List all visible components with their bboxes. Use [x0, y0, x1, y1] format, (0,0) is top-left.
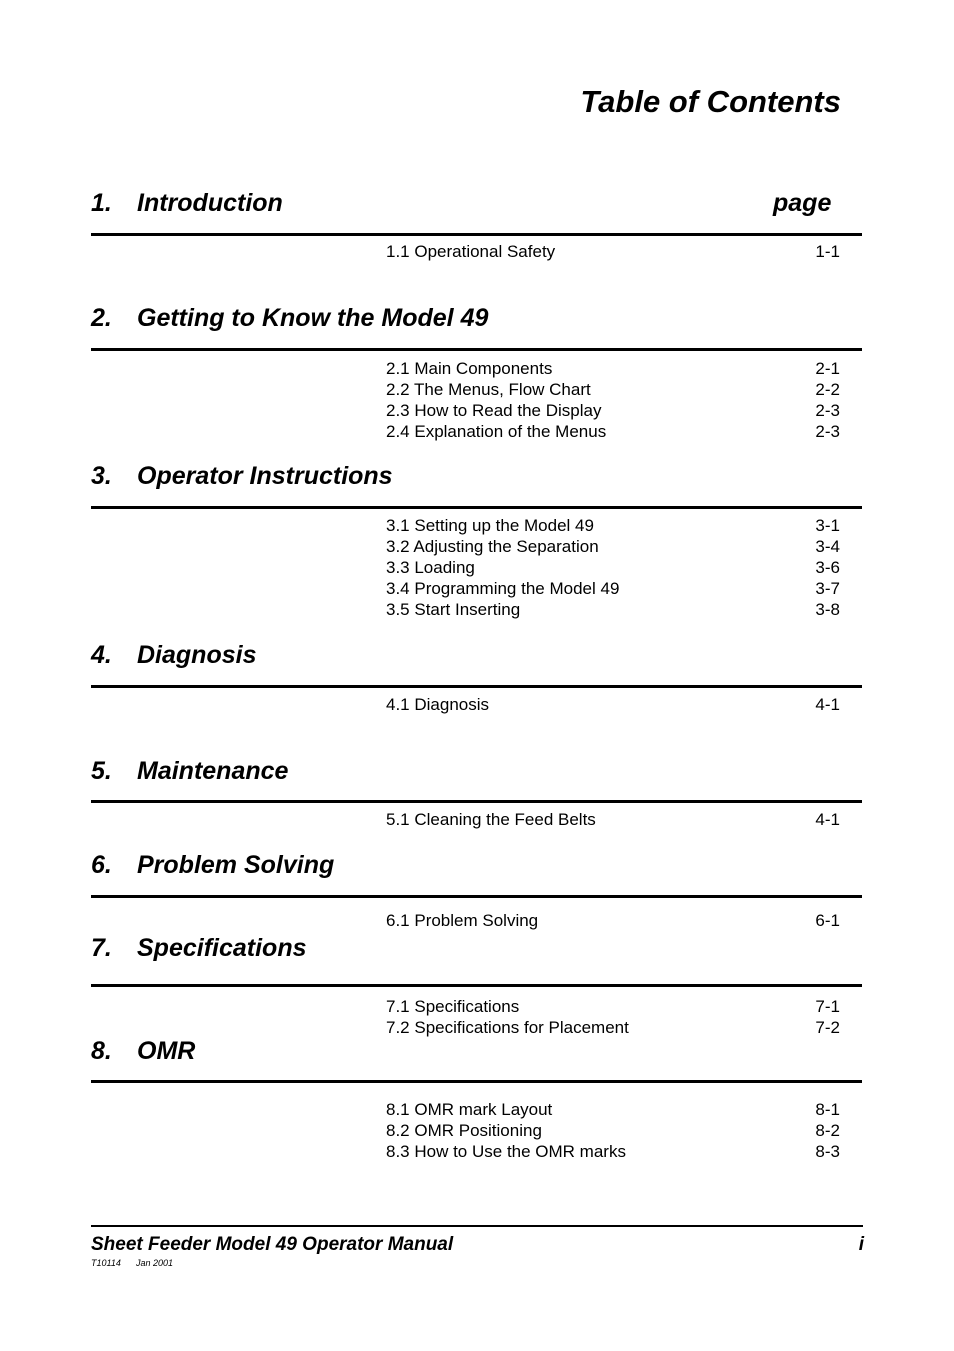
toc-entry-label: 3.2 Adjusting the Separation	[386, 537, 599, 556]
section-divider	[91, 984, 862, 987]
toc-entry	[386, 1099, 840, 1120]
section-heading	[91, 934, 862, 964]
section-number: 8.	[91, 1037, 112, 1065]
toc-entry-page: 2-3	[815, 401, 840, 420]
toc-entry-page: 4-1	[815, 695, 840, 714]
toc-entry-page: 2-3	[815, 422, 840, 441]
section-divider	[91, 1080, 862, 1083]
toc-entry-page: 7-1	[815, 997, 840, 1016]
section-entries	[386, 1099, 840, 1162]
section-title: Getting to Know the Model 49	[137, 304, 489, 332]
toc-entry	[386, 358, 840, 379]
toc-entry	[386, 996, 840, 1017]
toc-entry-page: 2-1	[815, 359, 840, 378]
toc-entry-page: 3-6	[815, 558, 840, 577]
section-number: 5.	[91, 757, 112, 785]
section-number: 4.	[91, 641, 112, 669]
section-title: Operator Instructions	[137, 462, 393, 490]
toc-entry	[386, 241, 840, 262]
toc-entry	[386, 1120, 840, 1141]
toc-entry-label: 8.3 How to Use the OMR marks	[386, 1142, 626, 1161]
toc-entry-page: 2-2	[815, 380, 840, 399]
footer-doc-code: T10114	[91, 1258, 121, 1268]
section-entries	[386, 996, 840, 1038]
footer-page-number: i	[858, 1234, 864, 1255]
toc-entry-label: 8.1 OMR mark Layout	[386, 1100, 553, 1119]
toc-entry-page: 1-1	[815, 242, 840, 261]
toc-entry	[386, 557, 840, 578]
footer-date: Jan 2001	[136, 1258, 174, 1268]
section-entries	[386, 358, 840, 442]
section-title: Diagnosis	[137, 641, 257, 669]
toc-entry-label: 2.2 The Menus, Flow Chart	[386, 380, 591, 399]
toc-entry-page: 8-3	[815, 1142, 840, 1161]
toc-entry-label: 4.1 Diagnosis	[386, 695, 490, 714]
section-title: Introduction	[137, 189, 283, 217]
toc-entry-page: 3-1	[815, 516, 840, 535]
section-title: Specifications	[137, 934, 307, 962]
toc-entry	[386, 1141, 840, 1162]
section-heading	[91, 189, 862, 219]
toc-entry	[386, 578, 840, 599]
toc-section	[91, 934, 862, 1037]
toc-entry	[386, 694, 840, 715]
toc-entry	[386, 536, 840, 557]
toc-entry-label: 7.2 Specifications for Placement	[386, 1018, 629, 1037]
section-heading	[91, 757, 862, 787]
toc-entry-label: 3.1 Setting up the Model 49	[386, 516, 594, 535]
toc-entry	[386, 421, 840, 442]
toc-section	[91, 304, 862, 441]
toc-entry-page: 8-1	[815, 1100, 840, 1119]
section-number: 3.	[91, 462, 112, 490]
toc-section	[91, 189, 862, 261]
toc-section	[91, 462, 862, 619]
toc-entry-label: 3.4 Programming the Model 49	[386, 579, 620, 598]
section-heading	[91, 641, 862, 671]
footer-manual-title: Sheet Feeder Model 49 Operator Manual	[91, 1234, 454, 1255]
toc-entry	[386, 1017, 840, 1038]
toc-entry-label: 2.1 Main Components	[386, 359, 553, 378]
footer-divider	[91, 1225, 863, 1227]
toc-section	[91, 1037, 862, 1161]
section-number: 2.	[91, 304, 112, 332]
section-entries	[386, 694, 840, 715]
toc-entry-label: 2.3 How to Read the Display	[386, 401, 602, 420]
toc-entry-label: 3.3 Loading	[386, 558, 475, 577]
toc-entry	[386, 599, 840, 620]
section-divider	[91, 233, 862, 236]
section-title: Problem Solving	[137, 851, 335, 879]
toc-entry	[386, 379, 840, 400]
page-column-label: page	[773, 189, 832, 217]
section-divider	[91, 895, 862, 898]
section-heading	[91, 462, 862, 492]
section-number: 6.	[91, 851, 112, 879]
toc-entry-label: 6.1 Problem Solving	[386, 911, 539, 930]
section-entries	[386, 515, 840, 620]
toc-entry-page: 4-1	[815, 810, 840, 829]
toc-entry-page: 7-2	[815, 1018, 840, 1037]
section-entries	[386, 241, 840, 262]
toc-section	[91, 641, 862, 714]
toc-entry	[386, 515, 840, 536]
toc-entry-label: 8.2 OMR Positioning	[386, 1121, 542, 1140]
section-number: 1.	[91, 189, 112, 217]
toc-entry-page: 8-2	[815, 1121, 840, 1140]
section-heading	[91, 1037, 862, 1067]
toc-entry-label: 3.5 Start Inserting	[386, 600, 521, 619]
section-divider	[91, 348, 862, 351]
toc-entry-label: 5.1 Cleaning the Feed Belts	[386, 810, 596, 829]
toc-entry	[386, 400, 840, 421]
section-divider	[91, 800, 862, 803]
section-title: OMR	[137, 1037, 196, 1065]
toc-entry	[386, 809, 840, 830]
section-entries	[386, 809, 840, 830]
section-entries	[386, 910, 840, 931]
section-heading	[91, 851, 862, 881]
toc-entry-label: 7.1 Specifications	[386, 997, 520, 1016]
toc-entry-page: 6-1	[815, 911, 840, 930]
page-title: Table of Contents	[580, 84, 841, 119]
toc-section	[91, 757, 862, 829]
toc-entry-label: 2.4 Explanation of the Menus	[386, 422, 607, 441]
toc-entry-page: 3-8	[815, 600, 840, 619]
section-divider	[91, 506, 862, 509]
toc-section	[91, 851, 862, 930]
section-divider	[91, 685, 862, 688]
toc-entry	[386, 910, 840, 931]
section-title: Maintenance	[137, 757, 289, 785]
toc-entry-page: 3-7	[815, 579, 840, 598]
section-heading	[91, 304, 862, 334]
section-number: 7.	[91, 934, 112, 962]
toc-entry-page: 3-4	[815, 537, 840, 556]
toc-entry-label: 1.1 Operational Safety	[386, 242, 556, 261]
